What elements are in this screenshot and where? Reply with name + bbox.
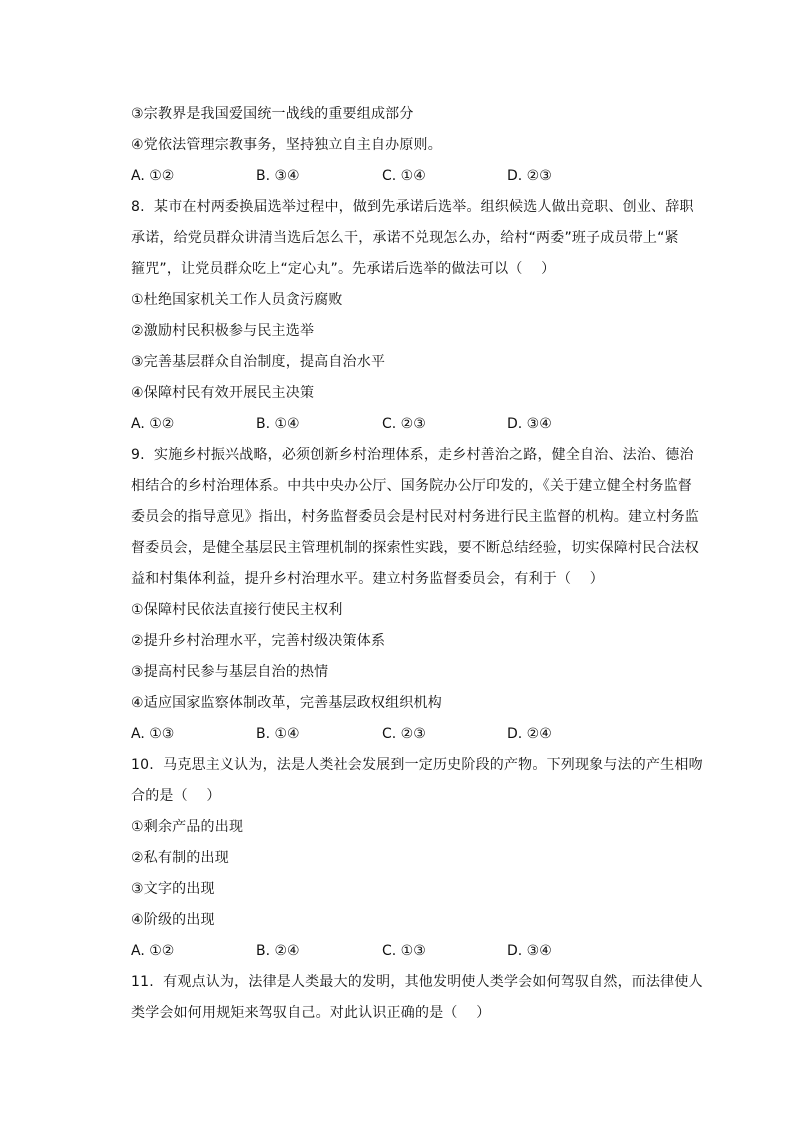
option-b: B. ③④ xyxy=(256,168,300,184)
question-9-line-5: 益和村集体利益，提升乡村治理水平。建立村务监督委员会，有利于（ ） xyxy=(131,571,604,587)
option-a: A. ①② xyxy=(131,416,175,432)
q10-statement-3: ③文字的出现 xyxy=(131,881,215,897)
statement-4: ④党依法管理宗教事务，坚持独立自主自办原则。 xyxy=(131,137,442,153)
q8-statement-2: ②激励村民积极参与民主选举 xyxy=(131,323,315,339)
question-9-line-1: 9. 实施乡村振兴战略，必须创新乡村治理体系，走乡村善治之路，健全自治、法治、德治 xyxy=(131,447,694,463)
statement-3: ③宗教界是我国爱国统一战线的重要组成部分 xyxy=(131,106,414,122)
question-10-line-1: 10. 马克思主义认为，法是人类社会发展到一定历史阶段的产物。下列现象与法的产生相吻 xyxy=(131,757,703,773)
answer-options-q8 xyxy=(131,414,671,434)
answer-options-q10 xyxy=(131,941,671,961)
q10-statement-4: ④阶级的出现 xyxy=(131,912,215,928)
question-10-line-2: 合的是（ ） xyxy=(131,788,221,804)
question-9-line-3: 委员会的指导意见》指出，村务监督委员会是村民对村务进行民主监督的机构。建立村务监 xyxy=(131,509,699,525)
option-a: A. ①③ xyxy=(131,726,175,742)
option-c: C. ②③ xyxy=(382,416,426,432)
option-d: D. ②④ xyxy=(507,726,552,742)
q10-statement-2: ②私有制的出现 xyxy=(131,850,229,866)
answer-options-q7 xyxy=(131,166,671,186)
question-8-line-3: 箍咒”，让党员群众吃上“定心丸”。先承诺后选举的做法可以（ ） xyxy=(131,261,556,277)
q9-statement-1: ①保障村民依法直接行使民主权利 xyxy=(131,602,343,618)
q10-statement-1: ①剩余产品的出现 xyxy=(131,819,244,835)
q8-statement-4: ④保障村民有效开展民主决策 xyxy=(131,385,315,401)
option-c: C. ①③ xyxy=(382,943,426,959)
question-11-line-1: 11. 有观点认为，法律是人类最大的发明，其他发明使人类学会如何驾驭自然，而法律使人 xyxy=(131,974,703,990)
q9-statement-3: ③提高村民参与基层自治的热情 xyxy=(131,664,329,680)
question-8-line-2: 承诺，给党员群众讲清当选后怎么干，承诺不兑现怎么办，给村“两委”班子成员带上“紧 xyxy=(131,230,679,246)
question-9-line-2: 相结合的乡村治理体系。中共中央办公厅、国务院办公厅印发的，《关于建立健全村务监督 xyxy=(131,478,692,494)
option-c: C. ②③ xyxy=(382,726,426,742)
answer-options-q9 xyxy=(131,724,671,744)
option-d: D. ③④ xyxy=(507,416,552,432)
option-b: B. ②④ xyxy=(256,943,300,959)
q9-statement-4: ④适应国家监察体制改革，完善基层政权组织机构 xyxy=(131,695,442,711)
option-a: A. ①② xyxy=(131,168,175,184)
q9-statement-2: ②提升乡村治理水平，完善村级决策体系 xyxy=(131,633,386,649)
option-d: D. ③④ xyxy=(507,943,552,959)
option-c: C. ①④ xyxy=(382,168,426,184)
option-b: B. ①④ xyxy=(256,416,300,432)
option-a: A. ①② xyxy=(131,943,175,959)
q8-statement-1: ①杜绝国家机关工作人员贪污腐败 xyxy=(131,292,343,308)
question-9-line-4: 督委员会，是健全基层民主管理机制的探索性实践，要不断总结经验，切实保障村民合法权 xyxy=(131,540,699,556)
question-11-line-2: 类学会如何用规矩来驾驭自己。对此认识正确的是（ ） xyxy=(131,1005,491,1021)
option-b: B. ①④ xyxy=(256,726,300,742)
option-d: D. ②③ xyxy=(507,168,552,184)
q8-statement-3: ③完善基层群众自治制度，提高自治水平 xyxy=(131,354,386,370)
question-8-line-1: 8. 某市在村两委换届选举过程中，做到先承诺后选举。组织候选人做出竞职、创业、辞职 xyxy=(131,199,694,215)
